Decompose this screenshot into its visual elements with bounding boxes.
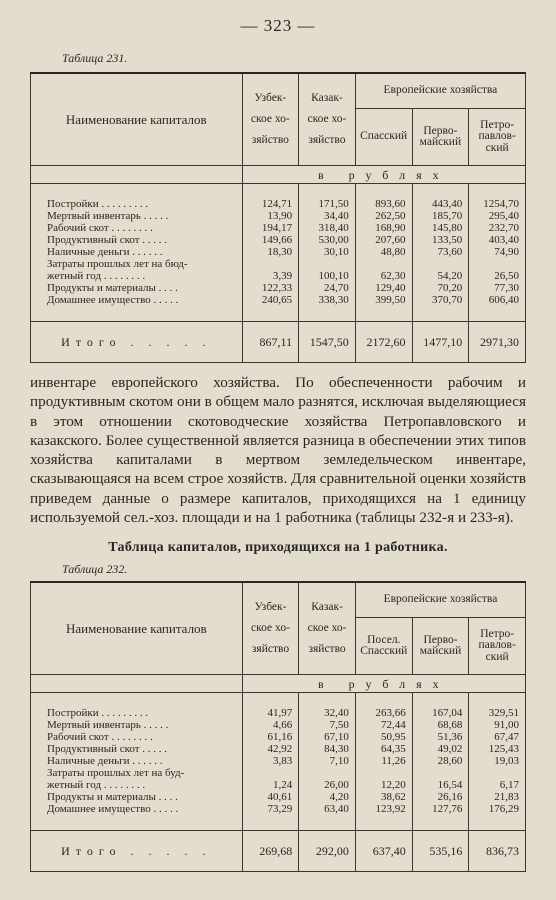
row-value: 7,10 xyxy=(299,755,356,767)
table-232-label: Таблица 232. xyxy=(62,562,128,576)
row-value: 42,92 xyxy=(242,743,299,755)
row-value: 28,60 xyxy=(412,755,469,767)
row-value: 34,40 xyxy=(299,210,356,222)
row-value: 24,70 xyxy=(299,283,356,295)
row-value: 133,50 xyxy=(412,234,469,246)
row-label: Рабочий скот . . . . . . . . xyxy=(31,731,243,743)
row-value: 26,16 xyxy=(412,792,469,804)
header-col-petropavlovsky: Петро- павлов- ский xyxy=(469,618,526,675)
row-label: Наличные деньги . . . . . . xyxy=(31,755,243,767)
row-value xyxy=(242,258,299,270)
row-value: 893,60 xyxy=(355,184,412,211)
table-row xyxy=(31,258,526,270)
header-col-spassky: Посел. Спасский xyxy=(355,618,412,675)
row-value: 194,17 xyxy=(242,222,299,234)
row-value: 129,40 xyxy=(355,283,412,295)
table-row xyxy=(31,731,526,743)
row-label: Рабочий скот . . . . . . . . xyxy=(31,222,243,234)
row-value: 54,20 xyxy=(412,271,469,283)
row-value: 84,30 xyxy=(299,743,356,755)
header-name: Наименование капиталов xyxy=(31,73,243,166)
table-row xyxy=(31,743,526,755)
row-value: 240,65 xyxy=(242,295,299,322)
header-european: Европейские хозяйства xyxy=(355,582,525,618)
row-value xyxy=(299,258,356,270)
table-row xyxy=(31,719,526,731)
row-value: 21,83 xyxy=(469,792,526,804)
total-value: 637,40 xyxy=(355,830,412,871)
row-value: 443,40 xyxy=(412,184,469,211)
row-value: 4,66 xyxy=(242,719,299,731)
row-value: 32,40 xyxy=(299,693,356,720)
row-label: Мертвый инвентарь . . . . . xyxy=(31,719,243,731)
row-value xyxy=(355,767,412,779)
table-row xyxy=(31,767,526,779)
header-col-petropavlovsky: Петро- павлов- ский xyxy=(469,109,526,166)
row-value: 74,90 xyxy=(469,246,526,258)
total-value: 2971,30 xyxy=(469,321,526,362)
table-row xyxy=(31,271,526,283)
total-label: Итого . . . . . xyxy=(31,830,243,871)
row-value: 70,20 xyxy=(412,283,469,295)
total-value: 1547,50 xyxy=(299,321,356,362)
table-row xyxy=(31,755,526,767)
total-value: 1477,10 xyxy=(412,321,469,362)
row-value: 338,30 xyxy=(299,295,356,322)
row-value: 207,60 xyxy=(355,234,412,246)
table-row xyxy=(31,246,526,258)
row-value: 12,20 xyxy=(355,780,412,792)
table-row xyxy=(31,184,526,211)
row-value: 49,02 xyxy=(412,743,469,755)
table-row xyxy=(31,222,526,234)
header-kazakh: Казак- ское хо- зяйство xyxy=(299,73,356,166)
row-value xyxy=(299,767,356,779)
table-row xyxy=(31,234,526,246)
row-value: 73,29 xyxy=(242,804,299,831)
units-label: в рублях xyxy=(242,675,525,693)
row-value: 1,24 xyxy=(242,780,299,792)
row-value: 399,50 xyxy=(355,295,412,322)
row-label: Затраты прошлых лет на бюд- xyxy=(31,258,243,270)
row-value: 68,68 xyxy=(412,719,469,731)
row-value: 370,70 xyxy=(412,295,469,322)
row-value: 67,47 xyxy=(469,731,526,743)
row-value: 329,51 xyxy=(469,693,526,720)
body-paragraph xyxy=(30,373,526,527)
units-spacer xyxy=(31,675,243,693)
row-value: 72,44 xyxy=(355,719,412,731)
row-label: Постройки . . . . . . . . . xyxy=(31,184,243,211)
row-value: 3,39 xyxy=(242,271,299,283)
row-value: 232,70 xyxy=(469,222,526,234)
row-value: 149,66 xyxy=(242,234,299,246)
row-value xyxy=(355,258,412,270)
row-value: 18,30 xyxy=(242,246,299,258)
table-231-label: Таблица 231. xyxy=(62,51,128,65)
row-value: 1254,70 xyxy=(469,184,526,211)
header-uzbek: Узбек- ское хо- зяйство xyxy=(242,73,299,166)
table-row xyxy=(31,693,526,720)
total-value: 292,00 xyxy=(299,830,356,871)
row-value: 63,40 xyxy=(299,804,356,831)
row-value: 100,10 xyxy=(299,271,356,283)
row-value: 16,54 xyxy=(412,780,469,792)
row-label: Наличные деньги . . . . . . xyxy=(31,246,243,258)
row-label: Мертвый инвентарь . . . . . xyxy=(31,210,243,222)
header-uzbek: Узбек- ское хо- зяйство xyxy=(242,582,299,675)
row-label: Домашнее имущество . . . . . xyxy=(31,804,243,831)
row-value: 295,40 xyxy=(469,210,526,222)
row-label: Домашнее имущество . . . . . xyxy=(31,295,243,322)
row-value: 145,80 xyxy=(412,222,469,234)
table-row xyxy=(31,804,526,831)
row-value: 26,50 xyxy=(469,271,526,283)
row-value: 124,71 xyxy=(242,184,299,211)
row-value: 7,50 xyxy=(299,719,356,731)
row-value: 13,90 xyxy=(242,210,299,222)
row-value: 40,61 xyxy=(242,792,299,804)
table-row xyxy=(31,210,526,222)
row-value: 67,10 xyxy=(299,731,356,743)
row-value: 73,60 xyxy=(412,246,469,258)
row-value: 19,03 xyxy=(469,755,526,767)
row-label: Продуктивный скот . . . . . xyxy=(31,234,243,246)
table-row xyxy=(31,792,526,804)
table-row xyxy=(31,780,526,792)
row-label: Продукты и материалы . . . . xyxy=(31,283,243,295)
header-name: Наименование капиталов xyxy=(31,582,243,675)
row-value: 185,70 xyxy=(412,210,469,222)
row-label: Затраты прошлых лет на буд- xyxy=(31,767,243,779)
row-label: Продуктивный скот . . . . . xyxy=(31,743,243,755)
row-label: Продукты и материалы . . . . xyxy=(31,792,243,804)
table-row xyxy=(31,295,526,322)
header-col-pervomaysky: Перво- майский xyxy=(412,618,469,675)
row-value: 3,83 xyxy=(242,755,299,767)
row-value: 91,00 xyxy=(469,719,526,731)
row-value: 530,00 xyxy=(299,234,356,246)
row-value: 168,90 xyxy=(355,222,412,234)
total-value: 535,16 xyxy=(412,830,469,871)
row-value: 41,97 xyxy=(242,693,299,720)
units-label: в рублях xyxy=(242,166,525,184)
row-label: жетный год . . . . . . . . xyxy=(31,780,243,792)
row-label: Постройки . . . . . . . . . xyxy=(31,693,243,720)
row-value: 125,43 xyxy=(469,743,526,755)
header-col-spassky: Спасский xyxy=(355,109,412,166)
row-label: жетный год . . . . . . . . xyxy=(31,271,243,283)
row-value: 4,20 xyxy=(299,792,356,804)
table-row xyxy=(31,283,526,295)
header-kazakh: Казак- ское хо- зяйство xyxy=(299,582,356,675)
row-value xyxy=(469,258,526,270)
row-value: 64,35 xyxy=(355,743,412,755)
row-value xyxy=(469,767,526,779)
row-value: 127,76 xyxy=(412,804,469,831)
row-value: 262,50 xyxy=(355,210,412,222)
row-value: 6,17 xyxy=(469,780,526,792)
row-value: 403,40 xyxy=(469,234,526,246)
row-value: 606,40 xyxy=(469,295,526,322)
row-value: 318,40 xyxy=(299,222,356,234)
row-value: 38,62 xyxy=(355,792,412,804)
total-value: 269,68 xyxy=(242,830,299,871)
total-label: Итого . . . . . xyxy=(31,321,243,362)
units-spacer xyxy=(31,166,243,184)
row-value: 123,92 xyxy=(355,804,412,831)
body-text: инвентаре европейского хозяйства. По обеспеченности рабочим и продуктивным скотом они в общем мало разнятся, исключая выделяющиеся в этом отношении скотоводческие хозяйства Петропавловского и казакского. Более существенной является разница в обеспечении этих типов хозяйства капиталами в мертвом земледельческом инвентаре, сказывающаяся на всем строе хозяйств. Для сравнительной оценки хозяйств приведем данные о размере капиталов, приходящихся на 1 единицу используемой сел.-хоз. площади и на 1 работника (таблицы 232-я и 233-я). xyxy=(30,374,526,527)
row-value: 11,26 xyxy=(355,755,412,767)
row-value xyxy=(242,767,299,779)
row-value: 62,30 xyxy=(355,271,412,283)
total-value: 2172,60 xyxy=(355,321,412,362)
total-value: 836,73 xyxy=(469,830,526,871)
table-231 xyxy=(30,72,526,363)
row-value xyxy=(412,767,469,779)
row-value: 26,00 xyxy=(299,780,356,792)
row-value: 48,80 xyxy=(355,246,412,258)
row-value: 50,95 xyxy=(355,731,412,743)
total-value: 867,11 xyxy=(242,321,299,362)
row-value: 122,33 xyxy=(242,283,299,295)
row-value: 176,29 xyxy=(469,804,526,831)
page-number: — 323 — xyxy=(240,16,316,35)
header-col-pervomaysky: Перво- майский xyxy=(412,109,469,166)
row-value: 263,66 xyxy=(355,693,412,720)
table-232-caption: Таблица капиталов, приходящихся на 1 работника. xyxy=(108,540,448,555)
row-value: 51,36 xyxy=(412,731,469,743)
row-value: 171,50 xyxy=(299,184,356,211)
table-232 xyxy=(30,581,526,872)
row-value: 30,10 xyxy=(299,246,356,258)
row-value: 77,30 xyxy=(469,283,526,295)
row-value: 61,16 xyxy=(242,731,299,743)
row-value: 167,04 xyxy=(412,693,469,720)
row-value xyxy=(412,258,469,270)
header-european: Европейские хозяйства xyxy=(355,73,525,109)
